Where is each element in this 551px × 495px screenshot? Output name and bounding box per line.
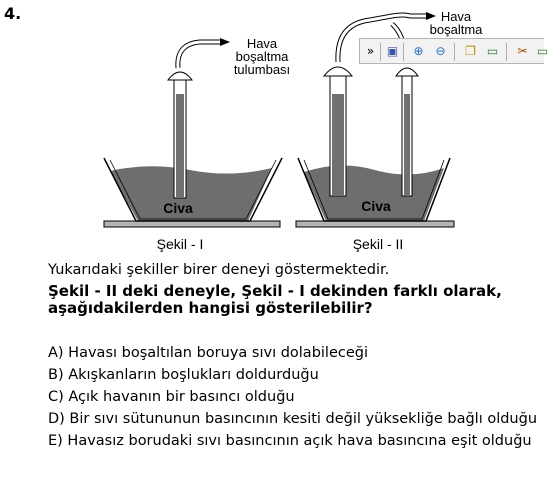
toolbar-separator	[403, 43, 404, 61]
window-icon[interactable]: ▭	[536, 44, 549, 58]
figure-2-pump-label-2: boşaltma	[429, 22, 483, 37]
copy-icon[interactable]: ❐	[465, 44, 476, 58]
figure-2-caption: Şekil - II	[352, 236, 404, 252]
figure-1-liquid-label: Civa	[163, 200, 193, 216]
figure-1-cap	[168, 72, 192, 80]
answer-options	[48, 345, 542, 455]
figure-2-wide-cap	[324, 67, 352, 76]
figure-2-liquid-label: Civa	[361, 198, 391, 214]
figure-2-narrow-tube-mercury	[404, 94, 410, 196]
zoom-in-icon[interactable]: ⊕	[413, 44, 424, 58]
option-c[interactable]: C) Açık havanın bir basıncı olduğu	[48, 389, 295, 405]
option-e[interactable]: E) Havasız borudaki sıvı basıncının açık hava basıncına eşit olduğu	[48, 433, 532, 449]
figure-2-pump-label-1: Hava	[440, 9, 472, 24]
intro-text: Yukarıdaki şekiller birer deneyi göstermektedir.	[48, 262, 390, 278]
figure-1-pump-label-1: Hava	[246, 36, 278, 51]
question-text: Şekil - II deki deneyle, Şekil - I dekinden farklı olarak, aşağıdakilerden hangisi gösterilebilir?	[48, 282, 502, 317]
image-toolbar	[359, 38, 549, 64]
toolbar-separator	[506, 43, 507, 61]
zoom-out-icon[interactable]: ⊖	[435, 44, 446, 58]
toolbar-separator	[454, 43, 455, 61]
figure-2-base-plate	[296, 221, 454, 227]
window-icon[interactable]: ▭	[486, 44, 499, 58]
figure-1-pump-label-2: boşaltma	[235, 49, 289, 64]
paste-icon[interactable]: ✂	[517, 44, 528, 58]
figure-2-narrow-cap	[396, 68, 418, 76]
figure-1-pump-label-3: tulumbası	[233, 62, 291, 77]
more-icon[interactable]: »	[366, 44, 375, 58]
figure-1-tube-mercury	[176, 94, 184, 198]
option-d[interactable]: D) Bir sıvı sütununun basıncının kesiti değil yüksekliğe bağlı olduğu	[48, 411, 538, 427]
figure-2-wide-tube-mercury	[332, 94, 344, 196]
question-number: 4.	[4, 4, 22, 23]
figure-1-caption: Şekil - I	[156, 236, 204, 252]
save-icon[interactable]: ▣	[386, 44, 399, 58]
toolbar-separator	[380, 43, 381, 61]
figure-2-arrow	[426, 12, 436, 20]
figure-1	[104, 36, 290, 252]
option-a[interactable]: A) Havası boşaltılan boruya sıvı dolabileceği	[48, 345, 369, 361]
figure-1-arrow	[220, 38, 230, 46]
option-b[interactable]: B) Akışkanların boşlukları doldurduğu	[48, 367, 319, 383]
figure-1-base-plate	[104, 221, 280, 227]
